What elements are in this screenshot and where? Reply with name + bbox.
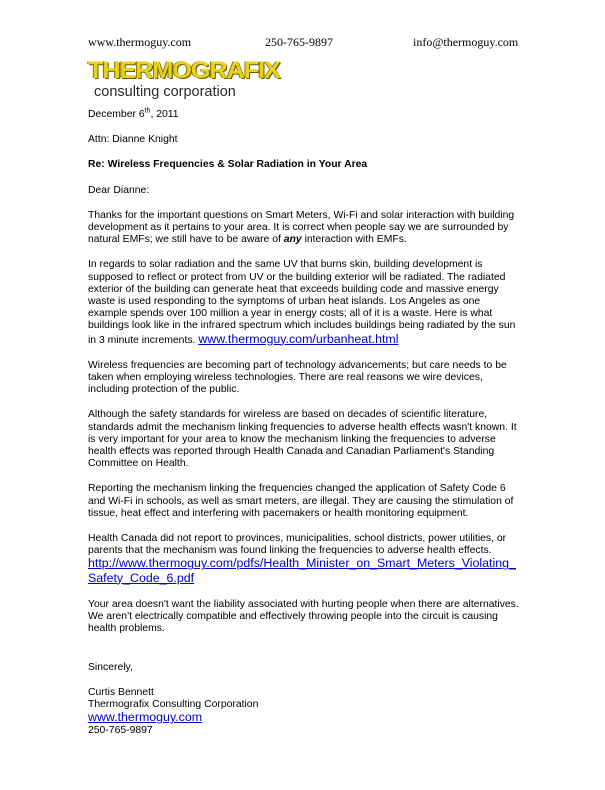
signature-phone: 250-765-9897 xyxy=(88,725,153,737)
paragraph-7: Your area doesn't want the liability associated with hurting people when there are alternatives. We aren't electrically compatible and effectively throwing people into the circuit is causing health problems. xyxy=(88,598,519,635)
logo-wordmark: THERMOGRAFIX xyxy=(88,57,280,84)
salutation: Dear Dianne: xyxy=(88,184,150,196)
closing: Sincerely, xyxy=(88,661,133,673)
header-website: www.thermoguy.com xyxy=(88,35,192,49)
header-phone: 250-765-9897 xyxy=(265,35,333,49)
signature-name: Curtis Bennett xyxy=(88,686,154,698)
signature-company: Thermografix Consulting Corporation xyxy=(88,698,259,710)
paragraph-6: Health Canada did not report to provinces, municipalities, school districts, power utilities, or parents that the mechanism was found linking the frequencies to adverse health effects. http://www.thermoguy.com/pdfs/Health_Minister_on_Smart_Meters_Violating_Safety_Code_6.pdf xyxy=(88,533,516,585)
letter-body xyxy=(88,109,520,738)
urbanheat-link[interactable]: www.thermoguy.com/urbanheat.html xyxy=(198,331,399,346)
logo-tagline: consulting corporation xyxy=(94,84,236,100)
paragraph-2: In regards to solar radiation and the same UV that burns skin, building development is supposed to reflect or protect from UV or the building exterior will be radiated. The radiated exterior of the building can generate heat that exceeds building code and massive energy waste is used responding to the symptoms of urban heat islands. Los Angeles as one example spends over 100 million a year in energy costs; all of it is a waste. Here is what buildings look like in the infrared spectrum which includes buildings being radiated by the sun in 3 minute increments. www.thermoguy.com/urbanheat.html xyxy=(88,259,516,346)
attention-line: Attn: Dianne Knight xyxy=(88,134,178,146)
paragraph-1: Thanks for the important questions on Smart Meters, Wi-Fi and solar interaction with building development as it pertains to your area. It is correct when people say we are surrounded by natural EMFs; we still have to be aware of any interaction with EMFs. xyxy=(88,209,515,246)
subject-line: Re: Wireless Frequencies & Solar Radiation in Your Area xyxy=(88,159,368,171)
health-minister-pdf-link[interactable]: http://www.thermoguy.com/pdfs/Health_Minister_on_Smart_Meters_Violating_Safety_Code_6.pdf xyxy=(88,556,516,585)
header-email: info@thermoguy.com xyxy=(413,35,519,49)
paragraph-3: Wireless frequencies are becoming part of technology advancements; but care needs to be taken when employing wireless technologies. There are real reasons we wire devices, including protection of the public. xyxy=(88,359,507,396)
paragraph-4: Although the safety standards for wireless are based on decades of scientific literature, standards admit the mechanism linking frequencies to adverse health effects wasn't known. It is very important for your area to know the mechanism linking the frequencies to adverse health effects was reported through Health Canada and Canadian Parliament's Standing Committee on Health. xyxy=(88,409,517,470)
signature-website-link[interactable]: www.thermoguy.com xyxy=(88,710,203,725)
letter-date: December 6th, 2011 xyxy=(88,107,179,120)
company-logo xyxy=(88,57,280,106)
paragraph-5: Reporting the mechanism linking the frequencies changed the application of Safety Code 6 and Wi-Fi in schools, as well as smart meters, are illegal. They are causing the stimulation of tissue, heat effect and interfering with pacemakers or health monitoring equipment. xyxy=(88,483,514,519)
